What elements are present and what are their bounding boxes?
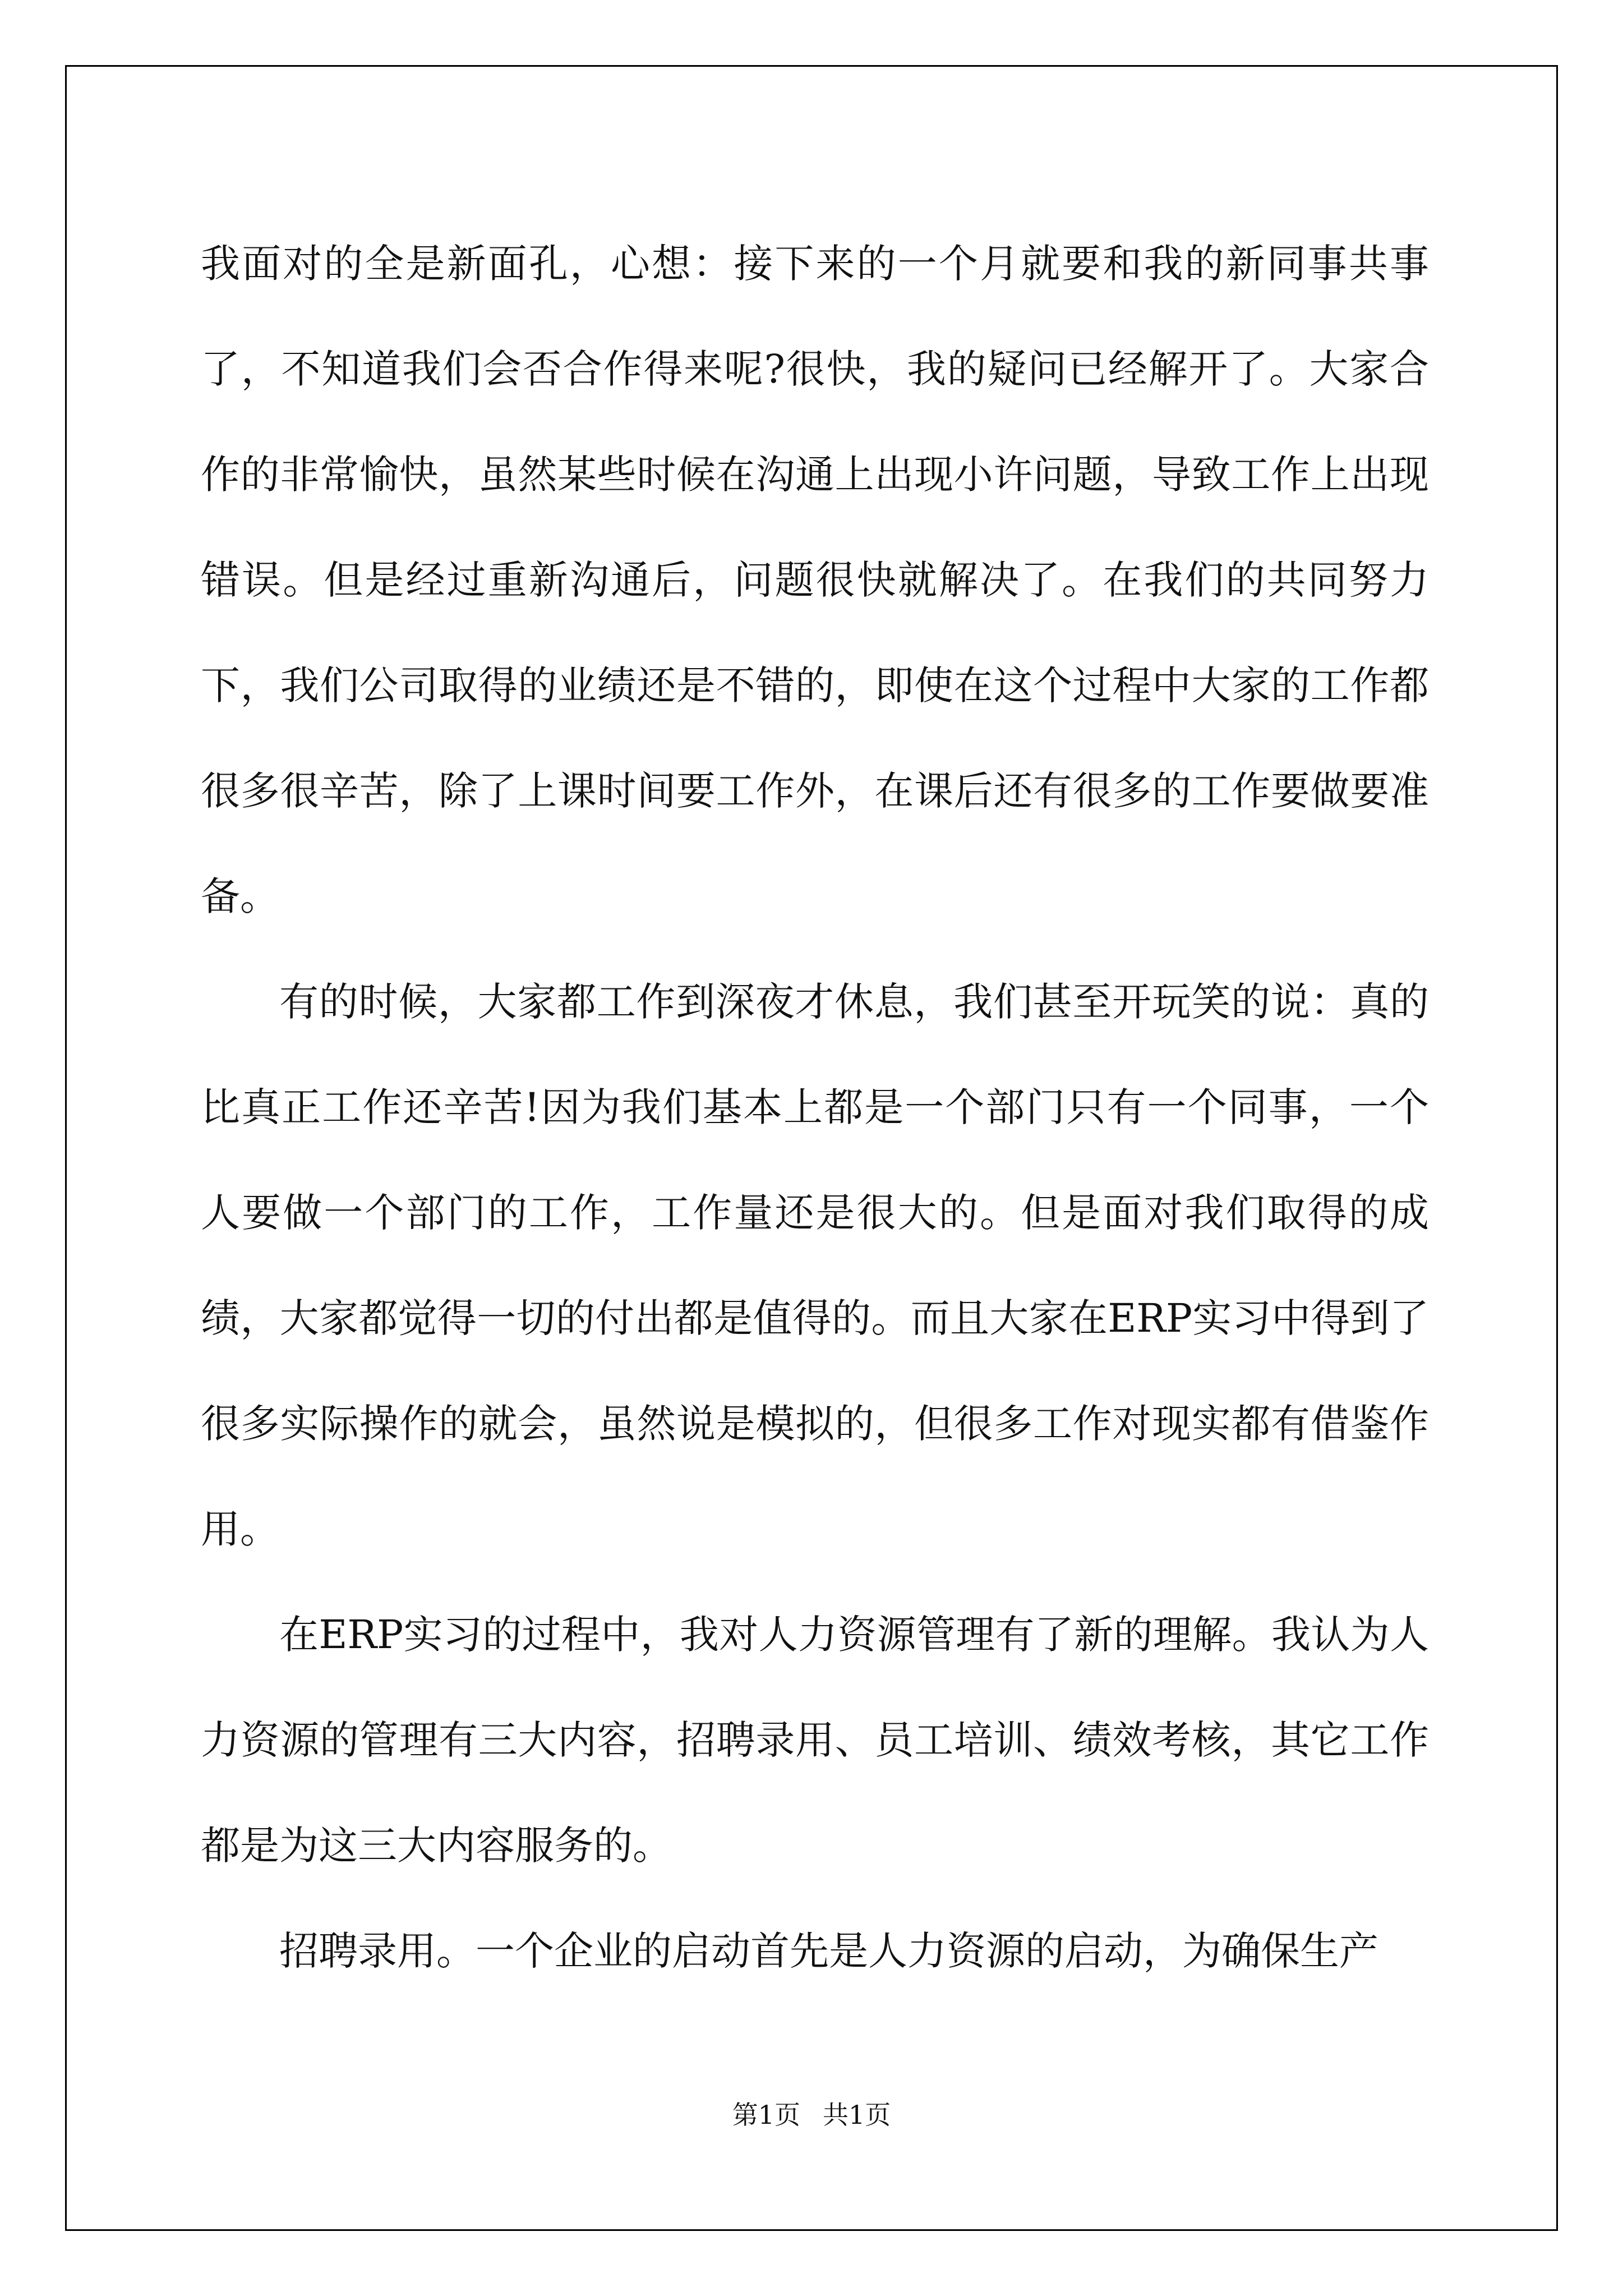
page-number: 第1页 xyxy=(732,2100,800,2130)
paragraph-2: 有的时候，大家都工作到深夜才休息，我们甚至开玩笑的说：真的比真正工作还辛苦!因为我们基本上都是一个部门只有一个同事，一个人要做一个部门的工作，工作量还是很大的。但是面对我们取得的成绩，大家都觉得一切的付出都是值得的。而且大家在ERP实习中得到了很多实际操作的就会，虽然说是模拟的，但很多工作对现实都有借鉴作用。 xyxy=(201,979,1429,1552)
paragraph-3: 在ERP实习的过程中，我对人力资源管理有了新的理解。我认为人力资源的管理有三大内容，招聘录用、员工培训、绩效考核，其它工作都是为这三大内容服务的。 xyxy=(201,1612,1429,1869)
paragraph-4: 招聘录用。一个企业的启动首先是人力资源的启动，为确保生产 xyxy=(279,1928,1378,1974)
page-footer xyxy=(0,2098,1623,2132)
document-body xyxy=(201,211,1429,2004)
page-total: 共1页 xyxy=(823,2100,891,2130)
paragraph-1: 我面对的全是新面孔，心想：接下来的一个月就要和我的新同事共事了，不知道我们会否合作得来呢?很快，我的疑问已经解开了。大家合作的非常愉快，虽然某些时候在沟通上出现小许问题，导致工作上出现错误。但是经过重新沟通后，问题很快就解决了。在我们的共同努力下，我们公司取得的业绩还是不错的，即使在这个过程中大家的工作都很多很辛苦，除了上课时间要工作外，在课后还有很多的工作要做要准备。 xyxy=(201,241,1429,919)
